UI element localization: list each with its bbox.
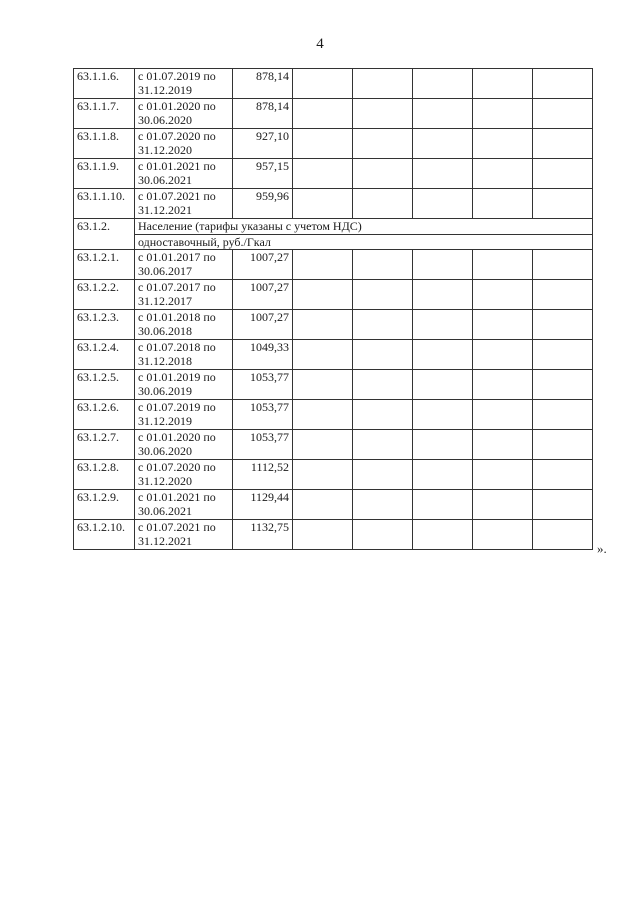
empty-cell [353, 520, 413, 550]
empty-cell [293, 430, 353, 460]
empty-cell [473, 460, 533, 490]
empty-cell [293, 99, 353, 129]
table-row [74, 340, 593, 370]
empty-cell [293, 69, 353, 99]
empty-cell [473, 99, 533, 129]
empty-cell [533, 370, 593, 400]
empty-cell [533, 430, 593, 460]
row-period [135, 400, 233, 430]
empty-cell [353, 189, 413, 219]
table-row [74, 189, 593, 219]
row-number: 63.1.2.3. [74, 310, 135, 340]
row-number: 63.1.2.2. [74, 280, 135, 310]
empty-cell [413, 430, 473, 460]
empty-cell [533, 310, 593, 340]
row-tariff-value: 1007,27 [233, 250, 293, 280]
empty-cell [353, 400, 413, 430]
period-start: с 01.01.2019 по [138, 370, 216, 384]
empty-cell [353, 99, 413, 129]
period-end: 31.12.2020 [138, 474, 192, 488]
tariff-rows-population [74, 250, 593, 550]
empty-cell [353, 310, 413, 340]
empty-cell [473, 400, 533, 430]
period-end: 31.12.2017 [138, 294, 192, 308]
empty-cell [353, 340, 413, 370]
empty-cell [473, 69, 533, 99]
table-row [74, 520, 593, 550]
period-end: 30.06.2021 [138, 504, 192, 518]
row-tariff-value: 959,96 [233, 189, 293, 219]
tariff-table [73, 68, 593, 550]
period-end: 31.12.2019 [138, 414, 192, 428]
row-tariff-value: 927,10 [233, 129, 293, 159]
row-number: 63.1.1.8. [74, 129, 135, 159]
row-period [135, 250, 233, 280]
row-tariff-value: 1053,77 [233, 370, 293, 400]
empty-cell [353, 430, 413, 460]
empty-cell [293, 460, 353, 490]
empty-cell [533, 250, 593, 280]
empty-cell [293, 340, 353, 370]
period-start: с 01.07.2020 по [138, 129, 216, 143]
row-number: 63.1.2.1. [74, 250, 135, 280]
period-start: с 01.07.2017 по [138, 280, 216, 294]
row-tariff-value: 1132,75 [233, 520, 293, 550]
row-tariff-value: 1007,27 [233, 280, 293, 310]
empty-cell [413, 460, 473, 490]
row-period [135, 280, 233, 310]
table-row [74, 460, 593, 490]
empty-cell [293, 189, 353, 219]
table-row [74, 310, 593, 340]
period-end: 30.06.2020 [138, 444, 192, 458]
empty-cell [533, 520, 593, 550]
period-end: 30.06.2017 [138, 264, 192, 278]
empty-cell [473, 159, 533, 189]
empty-cell [533, 99, 593, 129]
table-row [74, 250, 593, 280]
row-period [135, 99, 233, 129]
row-period [135, 189, 233, 219]
row-tariff-value: 1112,52 [233, 460, 293, 490]
empty-cell [473, 370, 533, 400]
row-period [135, 159, 233, 189]
period-start: с 01.07.2020 по [138, 460, 216, 474]
group-header-population [74, 219, 593, 250]
empty-cell [413, 490, 473, 520]
period-end: 31.12.2019 [138, 83, 192, 97]
empty-cell [353, 129, 413, 159]
empty-cell [413, 129, 473, 159]
empty-cell [293, 129, 353, 159]
empty-cell [293, 490, 353, 520]
empty-cell [533, 280, 593, 310]
empty-cell [413, 250, 473, 280]
empty-cell [353, 159, 413, 189]
row-tariff-value: 1053,77 [233, 430, 293, 460]
period-end: 31.12.2020 [138, 143, 192, 157]
row-period [135, 460, 233, 490]
period-start: с 01.01.2020 по [138, 99, 216, 113]
empty-cell [413, 370, 473, 400]
empty-cell [413, 159, 473, 189]
period-start: с 01.01.2020 по [138, 430, 216, 444]
group-number: 63.1.2. [74, 219, 135, 250]
table-row [74, 400, 593, 430]
row-period [135, 490, 233, 520]
empty-cell [533, 69, 593, 99]
row-tariff-value: 1053,77 [233, 400, 293, 430]
row-period [135, 129, 233, 159]
empty-cell [353, 250, 413, 280]
period-start: с 01.07.2019 по [138, 400, 216, 414]
empty-cell [353, 490, 413, 520]
empty-cell [293, 280, 353, 310]
table-row [74, 159, 593, 189]
period-end: 30.06.2019 [138, 384, 192, 398]
row-number: 63.1.2.10. [74, 520, 135, 550]
table-row [74, 69, 593, 99]
row-period [135, 370, 233, 400]
group-sublabel: одноставочный, руб./Гкал [135, 235, 593, 250]
empty-cell [533, 340, 593, 370]
period-start: с 01.01.2021 по [138, 159, 216, 173]
period-start: с 01.07.2018 по [138, 340, 216, 354]
empty-cell [533, 460, 593, 490]
empty-cell [473, 189, 533, 219]
group-subheader-row [74, 235, 593, 250]
row-period [135, 69, 233, 99]
row-tariff-value: 1049,33 [233, 340, 293, 370]
period-start: с 01.01.2017 по [138, 250, 216, 264]
empty-cell [473, 280, 533, 310]
row-tariff-value: 878,14 [233, 99, 293, 129]
row-tariff-value: 878,14 [233, 69, 293, 99]
row-number: 63.1.2.8. [74, 460, 135, 490]
period-start: с 01.01.2021 по [138, 490, 216, 504]
row-period [135, 310, 233, 340]
row-number: 63.1.2.7. [74, 430, 135, 460]
row-tariff-value: 1007,27 [233, 310, 293, 340]
row-period [135, 520, 233, 550]
empty-cell [353, 460, 413, 490]
empty-cell [473, 490, 533, 520]
empty-cell [413, 280, 473, 310]
empty-cell [413, 520, 473, 550]
row-number: 63.1.1.7. [74, 99, 135, 129]
empty-cell [293, 400, 353, 430]
empty-cell [293, 310, 353, 340]
table-row [74, 99, 593, 129]
empty-cell [473, 520, 533, 550]
empty-cell [353, 69, 413, 99]
table-row [74, 129, 593, 159]
empty-cell [533, 189, 593, 219]
period-end: 30.06.2021 [138, 173, 192, 187]
row-tariff-value: 957,15 [233, 159, 293, 189]
empty-cell [413, 189, 473, 219]
empty-cell [473, 129, 533, 159]
row-number: 63.1.2.5. [74, 370, 135, 400]
empty-cell [533, 400, 593, 430]
empty-cell [533, 490, 593, 520]
row-period [135, 430, 233, 460]
page-number: 4 [316, 36, 324, 52]
row-tariff-value: 1129,44 [233, 490, 293, 520]
row-period [135, 340, 233, 370]
empty-cell [353, 370, 413, 400]
tariff-rows-industrial [74, 69, 593, 219]
empty-cell [293, 370, 353, 400]
empty-cell [413, 400, 473, 430]
row-number: 63.1.1.10. [74, 189, 135, 219]
table-row [74, 490, 593, 520]
closing-quote-mark: ». [597, 541, 607, 556]
table-row [74, 280, 593, 310]
empty-cell [293, 250, 353, 280]
period-end: 31.12.2021 [138, 203, 192, 217]
empty-cell [473, 250, 533, 280]
table-row [74, 370, 593, 400]
row-number: 63.1.2.9. [74, 490, 135, 520]
empty-cell [353, 280, 413, 310]
empty-cell [473, 310, 533, 340]
row-number: 63.1.1.9. [74, 159, 135, 189]
group-label: Население (тарифы указаны с учетом НДС) [135, 219, 593, 235]
row-number: 63.1.2.6. [74, 400, 135, 430]
empty-cell [413, 99, 473, 129]
period-start: с 01.01.2018 по [138, 310, 216, 324]
period-start: с 01.07.2019 по [138, 69, 216, 83]
empty-cell [473, 340, 533, 370]
empty-cell [293, 159, 353, 189]
empty-cell [413, 340, 473, 370]
empty-cell [473, 430, 533, 460]
empty-cell [533, 129, 593, 159]
period-end: 31.12.2018 [138, 354, 192, 368]
empty-cell [413, 69, 473, 99]
empty-cell [293, 520, 353, 550]
row-number: 63.1.2.4. [74, 340, 135, 370]
period-end: 30.06.2020 [138, 113, 192, 127]
group-header-row [74, 219, 593, 235]
table-row [74, 430, 593, 460]
period-end: 30.06.2018 [138, 324, 192, 338]
empty-cell [533, 159, 593, 189]
period-start: с 01.07.2021 по [138, 189, 216, 203]
empty-cell [413, 310, 473, 340]
period-start: с 01.07.2021 по [138, 520, 216, 534]
period-end: 31.12.2021 [138, 534, 192, 548]
row-number: 63.1.1.6. [74, 69, 135, 99]
